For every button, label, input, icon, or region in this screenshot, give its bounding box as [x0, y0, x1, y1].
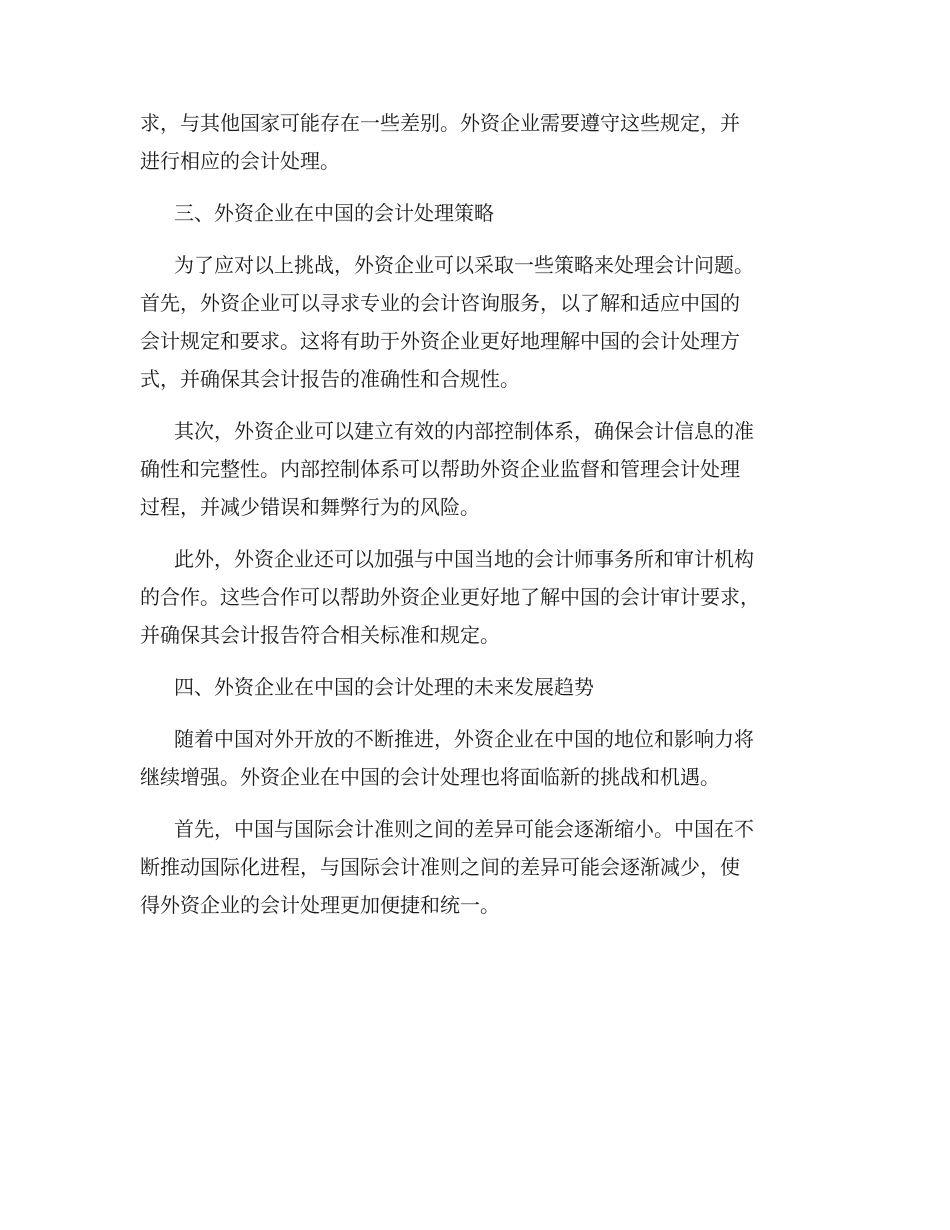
document-body: [140, 104, 820, 924]
paragraph: [140, 540, 820, 654]
paragraph-continuation: [140, 104, 820, 180]
text-line: 过程，并减少错误和舞弊行为的风险。: [140, 495, 480, 519]
text-line: 此外，外资企业还可以加强与中国当地的会计师事务所和审计机构: [174, 547, 754, 571]
text-line: 并确保其会计报告符合相关标准和规定。: [140, 623, 500, 647]
text-line: 求，与其他国家可能存在一些差别。外资企业需要遵守这些规定，并: [140, 111, 740, 135]
paragraph: [140, 246, 820, 398]
text-line: 会计规定和要求。这将有助于外资企业更好地理解中国的会计处理方: [140, 329, 740, 353]
text-line: 为了应对以上挑战，外资企业可以采取一些策略来处理会计问题。: [174, 253, 754, 277]
text-line: 得外资企业的会计处理更加便捷和统一。: [140, 893, 500, 917]
text-line: 断推动国际化进程，与国际会计准则之间的差异可能会逐渐减少，使: [140, 855, 740, 879]
text-line: 确性和完整性。内部控制体系可以帮助外资企业监督和管理会计处理: [140, 457, 740, 481]
section-heading: [140, 194, 820, 232]
text-line: 其次，外资企业可以建立有效的内部控制体系，确保会计信息的准: [174, 419, 754, 443]
text-line: 首先，外资企业可以寻求专业的会计咨询服务，以了解和适应中国的: [140, 291, 740, 315]
heading-text: 三、外资企业在中国的会计处理策略: [174, 201, 494, 225]
text-line: 随着中国对外开放的不断推进，外资企业在中国的地位和影响力将: [174, 727, 754, 751]
heading-text: 四、外资企业在中国的会计处理的未来发展趋势: [174, 675, 594, 699]
paragraph: [140, 720, 820, 796]
section-heading: [140, 668, 820, 706]
text-line: 的合作。这些合作可以帮助外资企业更好地了解中国的会计审计要求，: [140, 585, 760, 609]
text-line: 首先，中国与国际会计准则之间的差异可能会逐渐缩小。中国在不: [174, 817, 754, 841]
paragraph: [140, 412, 820, 526]
text-line: 进行相应的会计处理。: [140, 149, 340, 173]
paragraph: [140, 810, 820, 924]
text-line: 式，并确保其会计报告的准确性和合规性。: [140, 367, 520, 391]
text-line: 继续增强。外资企业在中国的会计处理也将面临新的挑战和机遇。: [140, 765, 720, 789]
